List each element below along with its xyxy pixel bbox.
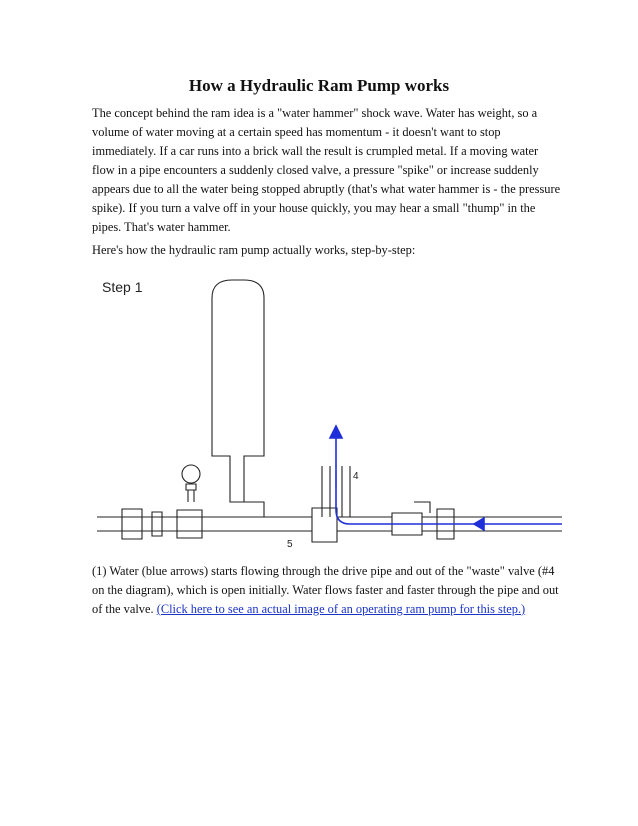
step-intro-paragraph: Here's how the hydraulic ram pump actually works, step-by-step: bbox=[92, 243, 416, 257]
supply-pipe bbox=[392, 502, 562, 539]
operating-ram-pump-link[interactable]: (Click here to see an actual image of an operating ram pump for this step.) bbox=[156, 602, 526, 616]
ram-pump-step1-diagram bbox=[92, 276, 562, 552]
step1-paragraph bbox=[92, 562, 562, 619]
page-title: How a Hydraulic Ram Pump works bbox=[188, 76, 450, 95]
label-4: 4 bbox=[353, 471, 359, 482]
step1-text: (1) Water (blue arrows) starts flowing through the drive pipe and out of the "waste" valve (#4 on the diagram), which is open initially. Water flows faster and faster through the pipe and out of the valve. bbox=[92, 564, 559, 616]
intro-paragraph: The concept behind the ram idea is a "water hammer" shock wave. Water has weight, so a volume of water moving at a certain speed has momentum - it doesn't want to stop immediately. If a car runs into a brick wall the result is crumpled metal. If a moving water flow in a pipe encounters a suddenly closed valve, a pressure "spike" or increase suddenly appears due to all the water being stopped abruptly (that's what water hammer is - the pressure spike). If you turn a valve off in your house quickly, you may hear a small "thump" in the pipes. That's water hammer. bbox=[92, 106, 561, 234]
air-chamber bbox=[212, 280, 264, 502]
flow-arrows bbox=[330, 426, 562, 530]
waste-valve bbox=[322, 466, 359, 517]
label-5: 5 bbox=[287, 539, 293, 550]
step-label: Step 1 bbox=[102, 279, 143, 295]
pressure-gauge-icon bbox=[182, 465, 200, 502]
drive-pipe bbox=[97, 502, 392, 542]
